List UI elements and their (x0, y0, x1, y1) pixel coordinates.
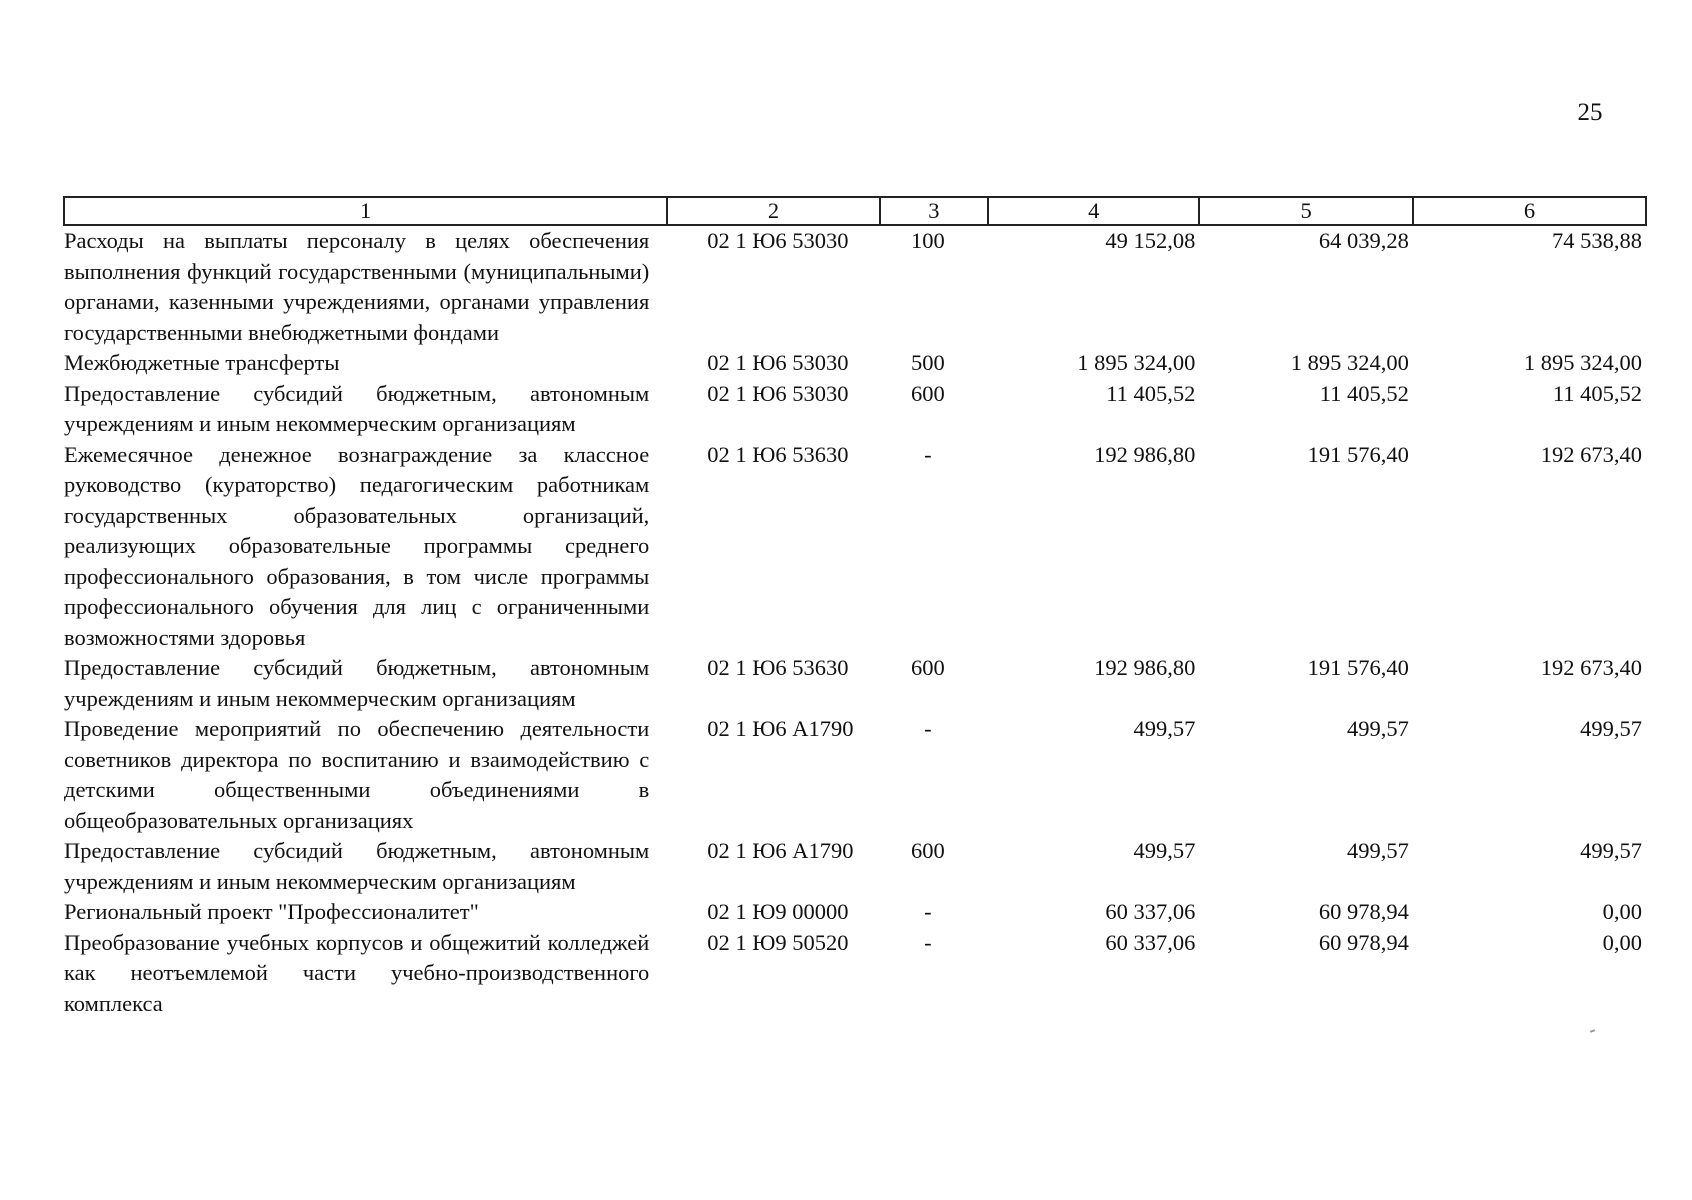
row-type: 500 (911, 350, 945, 375)
row-name: Региональный проект "Профессионалитет" (64, 899, 479, 924)
table-row (64, 348, 1646, 379)
row-code: 02 1 Ю9 00000 (707, 899, 849, 924)
row-value-4: 192 986,80 (1094, 655, 1196, 680)
row-name: Предоставление субсидий бюджетным, автономным учреждениям и иным некоммерческим организациям (64, 380, 650, 436)
table-row (64, 440, 1646, 654)
row-value-5: 60 978,94 (1318, 929, 1409, 955)
table-row (64, 928, 1646, 1020)
row-name: Межбюджетные трансферты (64, 350, 340, 375)
column-header-4: 4 (988, 197, 1199, 225)
column-header-1: 1 (64, 197, 667, 225)
page-number: 25 (1577, 99, 1603, 126)
row-value-4: 60 337,06 (1105, 929, 1196, 955)
row-value-5: 499,57 (1347, 838, 1409, 863)
row-value-4: 11 405,52 (1106, 380, 1196, 406)
row-value-4: 499,57 (1133, 838, 1196, 863)
row-value-6: 192 673,40 (1540, 441, 1642, 467)
row-value-5: 60 978,94 (1318, 899, 1409, 924)
row-value-4: 60 337,06 (1105, 899, 1196, 924)
row-value-6: 1 895 324,00 (1523, 350, 1642, 375)
row-type: - (924, 441, 932, 467)
column-header-6: 6 (1413, 197, 1646, 225)
row-value-5: 499,57 (1347, 716, 1409, 741)
row-value-5: 191 576,40 (1307, 441, 1409, 467)
scan-artifact (1590, 1029, 1595, 1033)
budget-table (63, 196, 1647, 1019)
row-value-4: 499,57 (1133, 716, 1196, 741)
row-value-6: 11 405,52 (1552, 380, 1642, 406)
row-value-4: 192 986,80 (1094, 441, 1196, 467)
table-header-row (64, 197, 1646, 225)
row-value-6: 74 538,88 (1552, 228, 1642, 253)
column-header-2: 2 (667, 197, 879, 225)
row-type: - (924, 929, 932, 955)
row-code: 02 1 Ю6 53630 (707, 441, 849, 467)
row-name: Проведение мероприятий по обеспечению деятельности советников директора по воспитанию и взаимодействию с детскими общественными объединениями в общеобразовательных организациях (64, 716, 650, 833)
row-type: 600 (911, 838, 945, 863)
row-code: 02 1 Ю6 53030 (707, 228, 849, 253)
row-value-5: 1 895 324,00 (1290, 350, 1409, 375)
row-type: - (924, 899, 932, 924)
table-row (64, 653, 1646, 714)
row-value-6: 0,00 (1602, 929, 1642, 955)
table-row (64, 897, 1646, 928)
row-type: 600 (911, 655, 945, 680)
row-value-6: 499,57 (1580, 838, 1642, 863)
row-type: 100 (911, 228, 945, 253)
row-code: 02 1 Ю9 50520 (707, 929, 849, 955)
row-value-6: 499,57 (1580, 716, 1642, 741)
row-value-4: 1 895 324,00 (1077, 350, 1196, 375)
table-row (64, 379, 1646, 440)
table-row (64, 225, 1646, 348)
row-value-4: 49 152,08 (1105, 228, 1196, 253)
row-value-6: 192 673,40 (1540, 655, 1642, 680)
row-type: - (924, 716, 932, 741)
table-row (64, 836, 1646, 897)
row-value-5: 64 039,28 (1318, 228, 1409, 253)
column-header-3: 3 (880, 197, 988, 225)
row-code: 02 1 Ю6 53030 (707, 380, 849, 406)
row-name: Преобразование учебных корпусов и общежитий колледжей как неотъемлемой части учебно-производственного комплекса (64, 929, 650, 1016)
row-code: 02 1 Ю6 53030 (707, 350, 849, 375)
row-value-6: 0,00 (1602, 899, 1642, 924)
row-value-5: 11 405,52 (1319, 380, 1409, 406)
table-row (64, 714, 1646, 836)
row-name: Предоставление субсидий бюджетным, автономным учреждениям и иным некоммерческим организациям (64, 838, 650, 894)
row-code: 02 1 Ю6 А1790 (707, 716, 854, 741)
row-value-5: 191 576,40 (1307, 655, 1409, 680)
row-name: Предоставление субсидий бюджетным, автономным учреждениям и иным некоммерческим организациям (64, 655, 650, 711)
row-code: 02 1 Ю6 А1790 (707, 838, 854, 863)
row-name: Ежемесячное денежное вознаграждение за классное руководство (кураторство) педагогическим работникам государственных образовательных организаций, реализующих образовательные программы среднего профессионального образования, в том числе программы профессионального обучения для лиц с ограниченными возможностями здоровья (64, 441, 650, 650)
column-header-5: 5 (1199, 197, 1412, 225)
row-code: 02 1 Ю6 53630 (707, 655, 849, 680)
row-name: Расходы на выплаты персоналу в целях обеспечения выполнения функций государственными (муниципальными) органами, казенными учреждениями, органами управления государственными внебюджетными фондами (64, 228, 650, 345)
row-type: 600 (911, 380, 945, 406)
